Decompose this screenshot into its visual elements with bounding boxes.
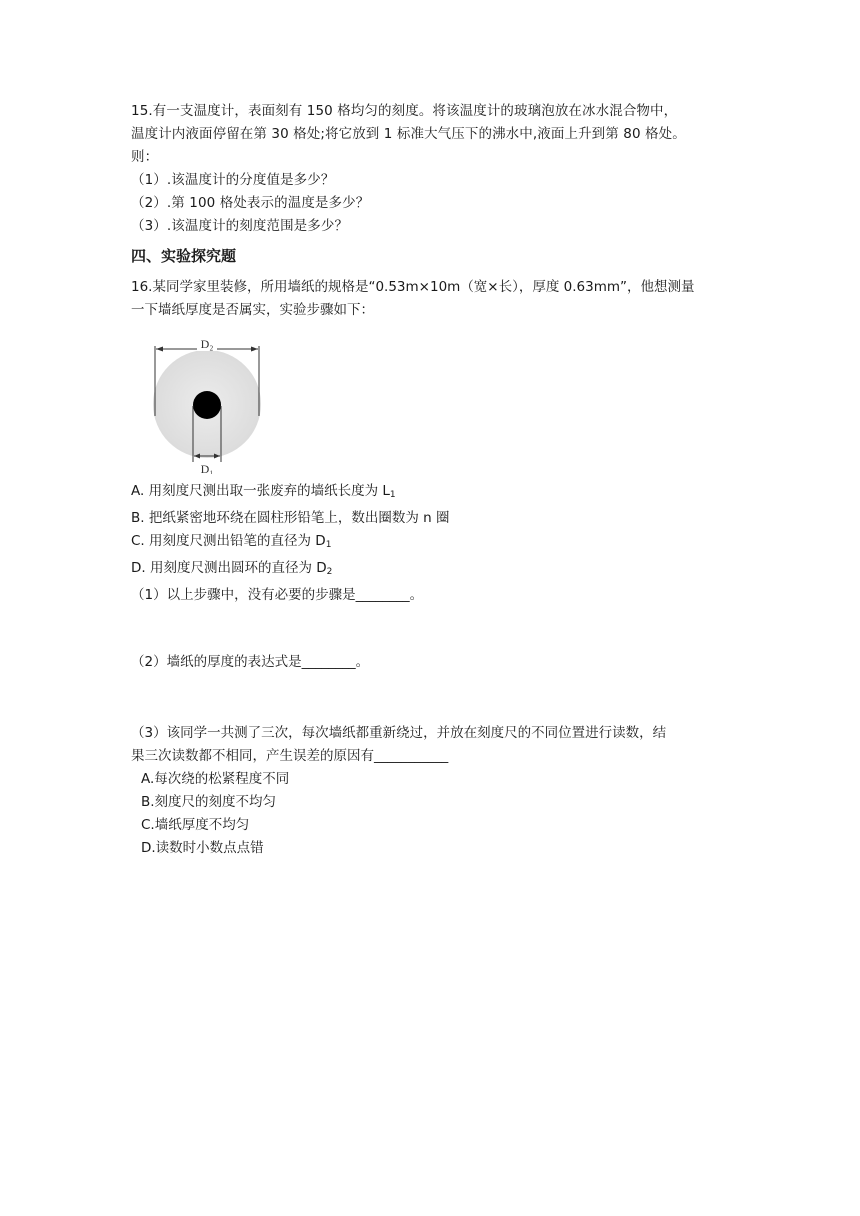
question-15	[131, 100, 741, 238]
paper-roll-diagram	[151, 334, 271, 474]
step-a-subscript: 1	[389, 490, 396, 500]
q15-sub-3: （3）.该温度计的刻度范围是多少？	[131, 218, 349, 234]
step-c-subscript: 1	[325, 540, 332, 550]
document-page	[131, 100, 741, 860]
step-c	[131, 530, 741, 557]
section-title: 四、实验探究题	[131, 247, 237, 265]
q15-line-3: 则：	[131, 149, 159, 165]
step-b: B. 把纸紧密地环绕在圆柱形铅笔上，数出圈数为 n 圈	[131, 510, 450, 526]
q16-sub-1: （1）以上步骤中，没有必要的步骤是________。	[131, 587, 424, 603]
step-d-subscript: 2	[326, 567, 333, 577]
outer-label: D₂	[200, 337, 214, 351]
step-a	[131, 480, 741, 507]
question-16	[131, 276, 741, 860]
step-d-text: D. 用刻度尺测出圆环的直径为 D	[131, 560, 327, 576]
step-d	[131, 557, 741, 584]
q16-sub-3-line-2: 果三次读数都不相同，产生误差的原因有___________	[131, 748, 449, 764]
q15-line-2: 温度计内液面停留在第 30 格处;将它放到 1 标准大气压下的沸水中,液面上升到第 80 格处。	[131, 126, 686, 142]
q15-line-1: 15.有一支温度计，表面刻有 150 格均匀的刻度。将该温度计的玻璃泡放在冰水混合物中，	[131, 103, 678, 119]
choice-d: D.读数时小数点点错	[141, 840, 264, 856]
q16-sub-2: （2）墙纸的厚度的表达式是________。	[131, 654, 370, 670]
q15-sub-1: （1）.该温度计的分度值是多少？	[131, 172, 335, 188]
pencil-core-circle	[193, 391, 221, 419]
step-a-text: A. 用刻度尺测出取一张废弃的墙纸长度为 L	[131, 483, 390, 499]
q15-sub-2: （2）.第 100 格处表示的温度是多少？	[131, 195, 370, 211]
paper-roll-figure	[151, 334, 271, 474]
q16-sub-3-line-1: （3）该同学一共测了三次，每次墙纸都重新绕过，并放在刻度尺的不同位置进行读数，结	[131, 725, 667, 741]
inner-label: D₁	[200, 462, 214, 474]
arrow-left-icon	[156, 347, 163, 352]
choice-c: C.墙纸厚度不均匀	[141, 817, 250, 833]
choice-a: A.每次绕的松紧程度不同	[141, 771, 290, 787]
arrow-right-icon	[251, 347, 258, 352]
q16-line-1: 16.某同学家里装修，所用墙纸的规格是“0.53m×10m（宽×长），厚度 0.63mm”，他想测量	[131, 279, 695, 295]
step-c-text: C. 用刻度尺测出铅笔的直径为 D	[131, 533, 326, 549]
choice-b: B.刻度尺的刻度不均匀	[141, 794, 277, 810]
q16-line-2: 一下墙纸厚度是否属实，实验步骤如下：	[131, 302, 374, 318]
